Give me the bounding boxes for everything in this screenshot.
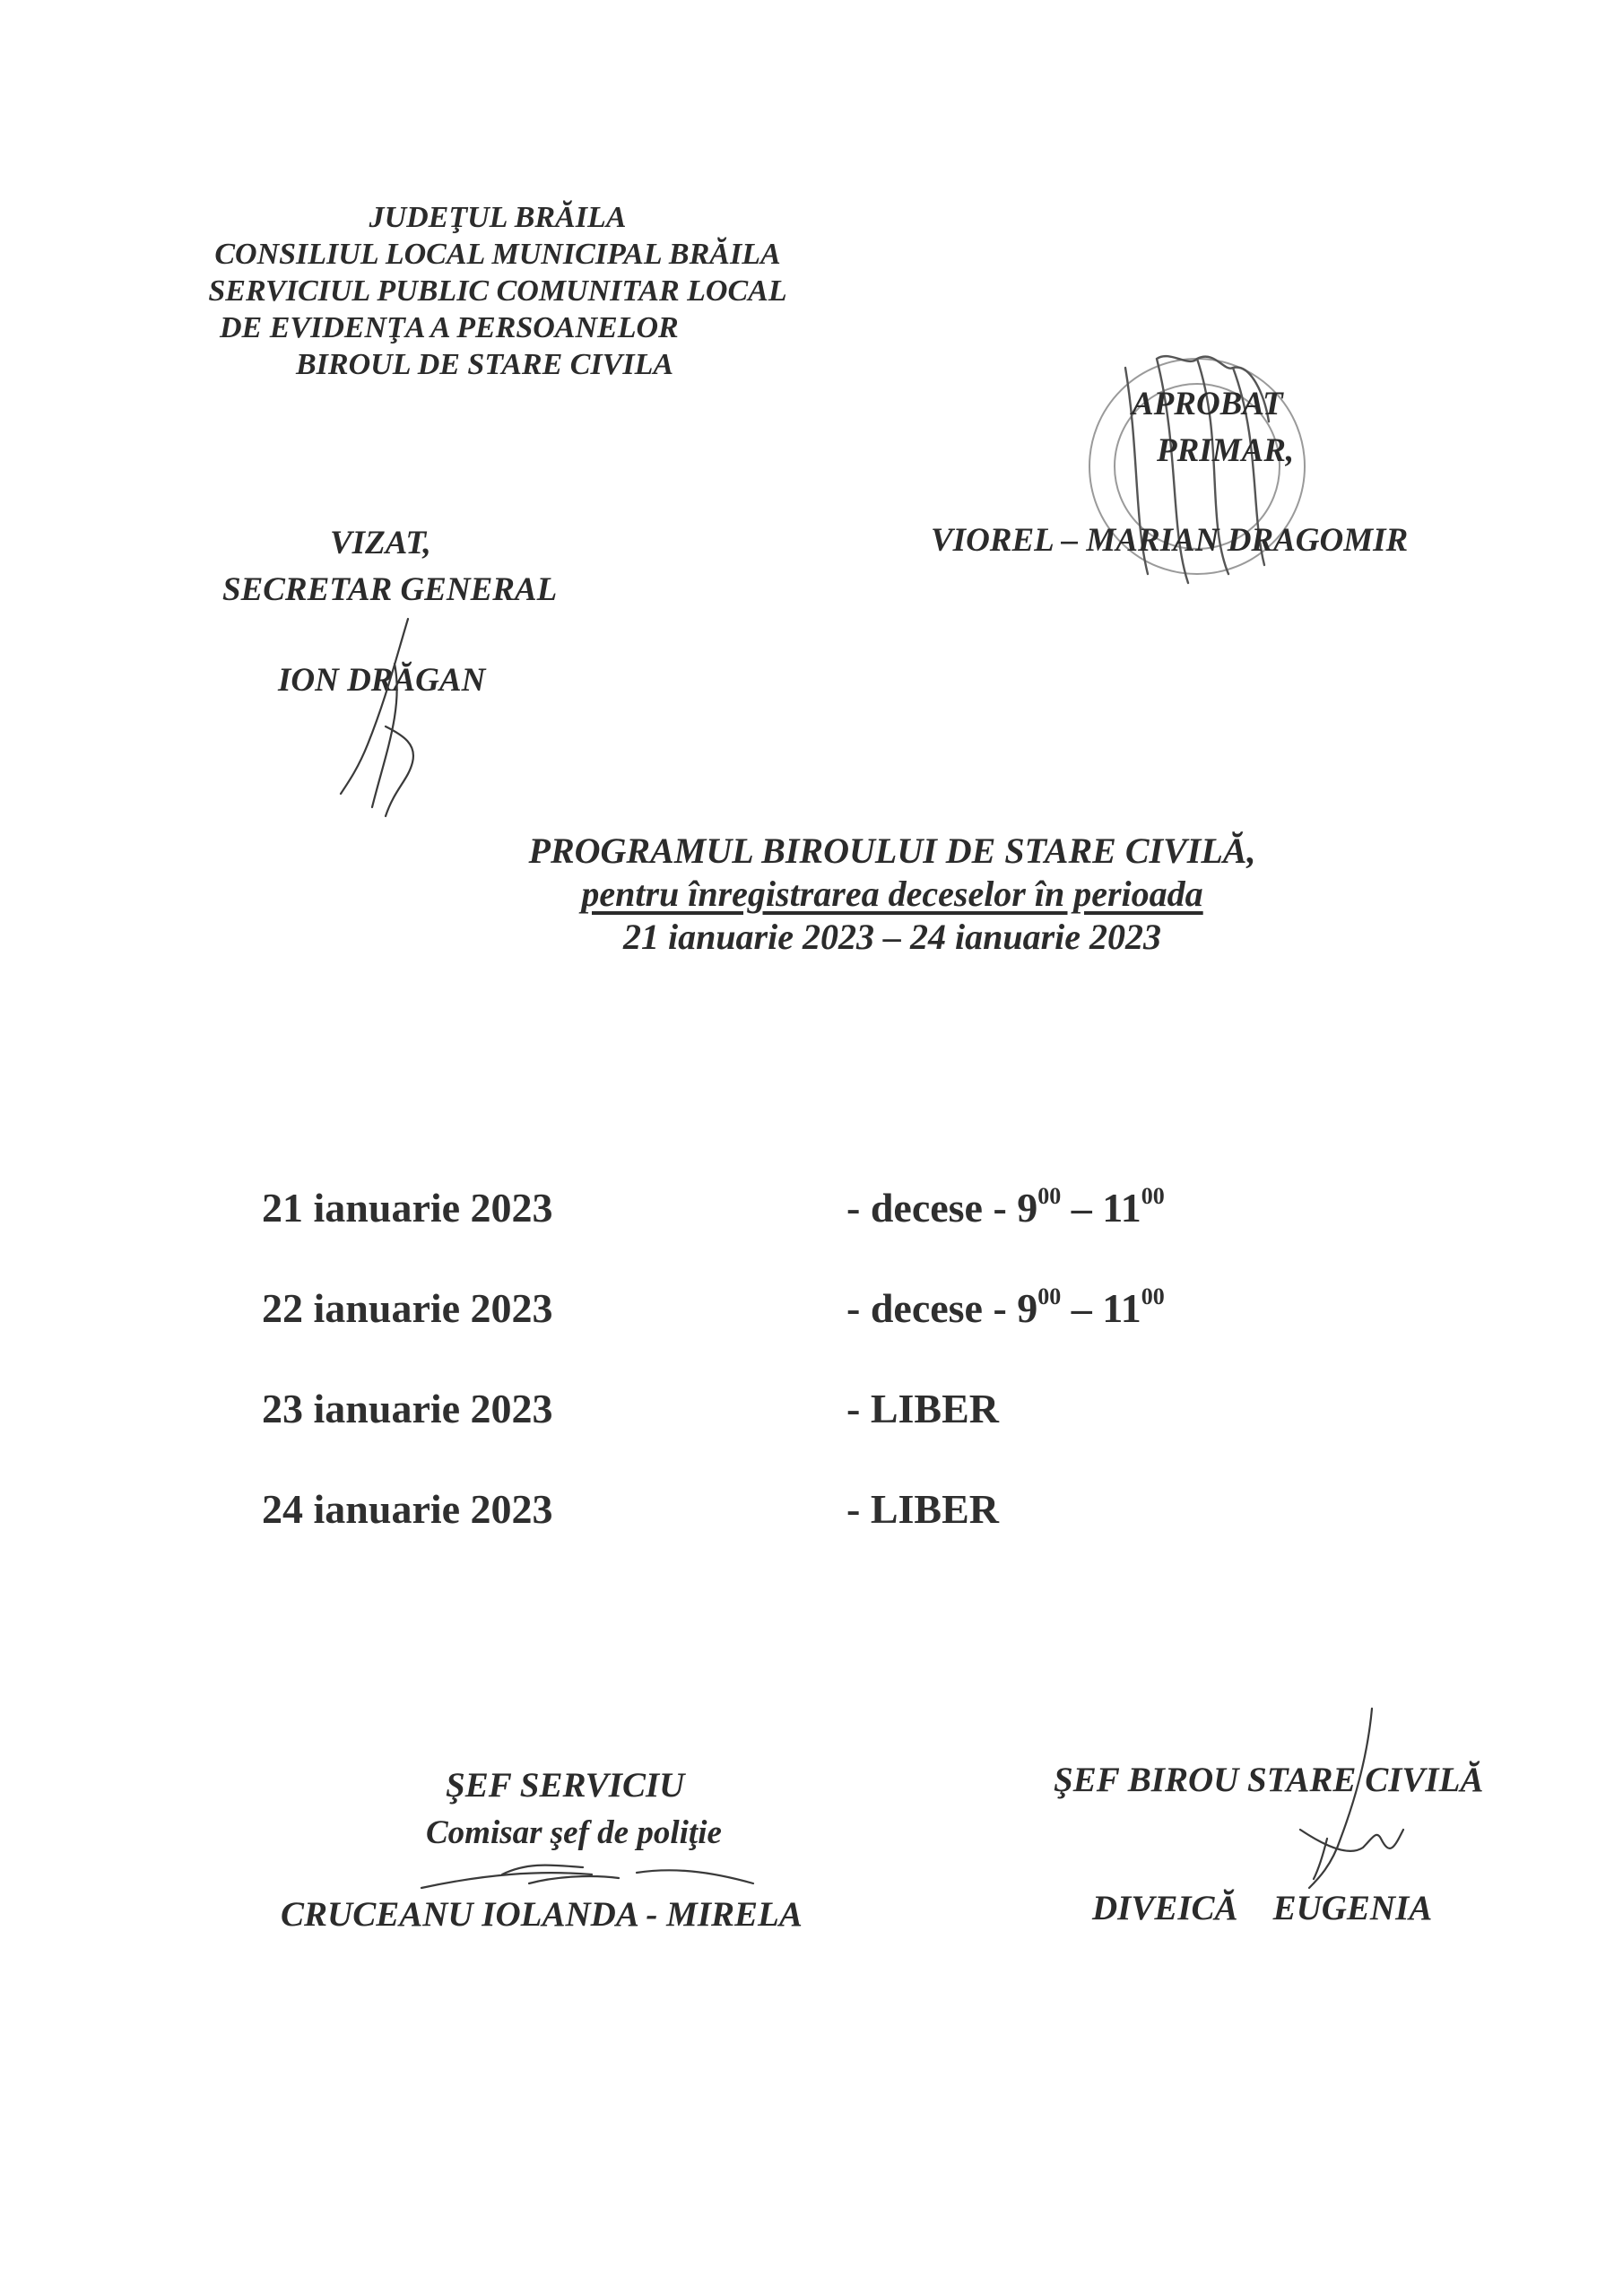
header-office: BIROUL DE STARE CIVILA [296,348,674,381]
secretary-name: ION DRĂGAN [278,662,486,699]
service-head-signature [412,1848,771,1901]
header-service: SERVICIUL PUBLIC COMUNITAR LOCAL [208,274,787,308]
title-main: PROGRAMUL BIROULUI DE STARE CIVILĂ, [528,831,1256,871]
schedule-activity: - decese - $9^{00} - 11^{00}$ [846,1183,1165,1231]
document-title [404,830,1381,959]
service-head-rank: Comisar şef de poliţie [426,1814,722,1851]
schedule-activity: - decese - $9^{00} - 11^{00}$ [846,1283,1165,1331]
service-head-name: CRUCEANU IOLANDA - MIRELA [281,1895,803,1934]
secretary-signature [332,610,439,825]
header-council: CONSILIUL LOCAL MUNICIPAL BRĂILA [214,238,781,271]
schedule-date: 22 ianuarie 2023 [262,1285,553,1331]
schedule-row [262,1385,1248,1439]
header-county: JUDEŢUL BRĂILA [369,201,627,234]
institution-header [175,199,820,383]
mayor-name: VIOREL – MARIAN DRAGOMIR [931,522,1409,559]
header-service-cont: DE EVIDENŢA A PERSOANELOR [220,311,679,344]
schedule-row [262,1485,1248,1539]
schedule-date: 23 ianuarie 2023 [262,1386,553,1431]
schedule-date: 21 ianuarie 2023 [262,1185,553,1231]
office-head-signature [1264,1704,1426,1901]
title-period: 21 ianuarie 2023 – 24 ianuarie 2023 [622,917,1162,957]
schedule-row [262,1184,1248,1238]
service-head-role: ŞEF SERVICIU [446,1766,685,1805]
schedule-activity: - LIBER [846,1386,999,1431]
office-head-role: ŞEF BIROU STARE CIVILĂ [1054,1761,1484,1799]
visa-label: VIZAT, [330,525,431,561]
schedule-row [262,1284,1248,1338]
schedule-activity: - LIBER [846,1486,999,1532]
approval-label: APROBAT [1132,386,1283,422]
visa-role: SECRETAR GENERAL [222,571,558,608]
approval-role: PRIMAR, [1157,432,1295,469]
office-head-name: DIVEICĂ EUGENIA [1092,1889,1433,1927]
schedule-date: 24 ianuarie 2023 [262,1486,553,1532]
title-subtitle: pentru înregistrarea deceselor în perioada [581,874,1203,914]
